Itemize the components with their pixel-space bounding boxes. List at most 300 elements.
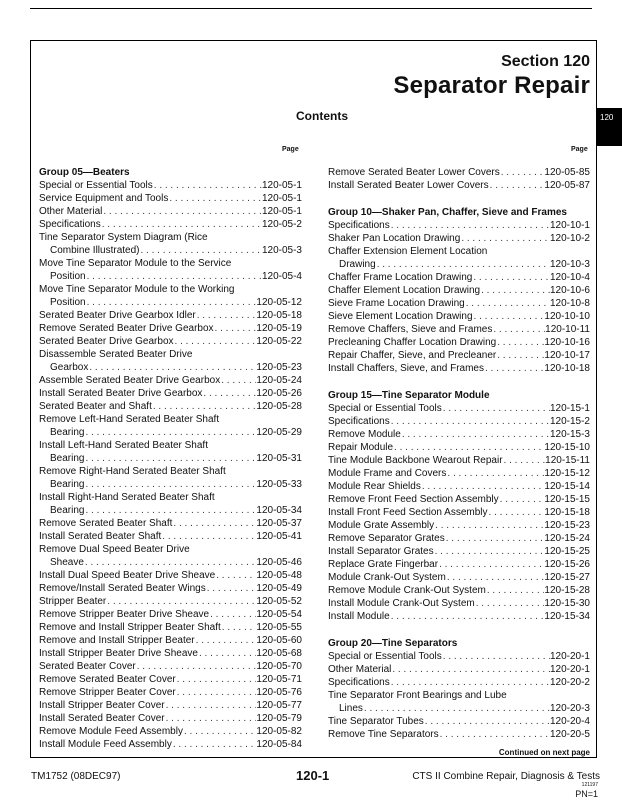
toc-entry-title: Special or Essential Tools bbox=[39, 180, 153, 191]
toc-leader-dots bbox=[442, 402, 550, 415]
toc-leader-dots bbox=[165, 699, 257, 712]
toc-entry[interactable] bbox=[39, 322, 302, 335]
toc-entry-page: 120-15-14 bbox=[544, 481, 590, 492]
toc-entry[interactable] bbox=[328, 519, 590, 532]
toc-entry-title: Remove and Install Stripper Beater Shaft bbox=[39, 622, 221, 633]
toc-entry-page: 120-05-48 bbox=[256, 570, 302, 581]
toc-entry-title: Remove and Install Stripper Beater bbox=[39, 635, 195, 646]
toc-leader-dots bbox=[390, 610, 545, 623]
group-spacer bbox=[328, 623, 590, 637]
group-title: Group 10—Shaker Pan, Chaffer, Sieve and Frames bbox=[328, 207, 567, 218]
toc-entry-page: 120-05-22 bbox=[256, 336, 302, 347]
toc-entry[interactable] bbox=[39, 205, 302, 218]
toc-entry-title: Remove Right-Hand Serated Beater Shaft bbox=[39, 466, 226, 477]
toc-entry-page: 120-05-49 bbox=[256, 583, 302, 594]
toc-entry[interactable] bbox=[328, 545, 590, 558]
toc-entry-title: Module Grate Assembly bbox=[328, 520, 435, 531]
toc-entry-continuation: Position bbox=[50, 271, 86, 282]
toc-entry-title: Remove Serated Beater Drive Gearbox bbox=[39, 323, 214, 334]
toc-entry[interactable] bbox=[39, 192, 302, 205]
toc-entry[interactable] bbox=[328, 179, 590, 192]
toc-entry[interactable] bbox=[328, 663, 590, 676]
toc-entry-page: 120-10-8 bbox=[549, 298, 590, 309]
toc-leader-dots bbox=[424, 715, 550, 728]
toc-entry-page: 120-10-3 bbox=[549, 259, 590, 270]
toc-entry[interactable] bbox=[328, 715, 590, 728]
continued-note: Continued on next page bbox=[498, 748, 590, 757]
toc-entry[interactable] bbox=[328, 271, 590, 284]
toc-entry[interactable] bbox=[328, 597, 590, 610]
toc-leader-dots bbox=[484, 362, 544, 375]
toc-entry-page: 120-05-4 bbox=[261, 271, 302, 282]
toc-entry-title: Remove Stripper Beater Cover bbox=[39, 687, 176, 698]
toc-leader-dots bbox=[438, 558, 544, 571]
toc-leader-dots bbox=[84, 556, 256, 569]
toc-entry-continuation: Bearing bbox=[50, 505, 85, 516]
toc-entry-continuation: Bearing bbox=[50, 453, 85, 464]
toc-entry-title: Tine Separator Front Bearings and Lube bbox=[328, 690, 507, 701]
toc-entry[interactable] bbox=[39, 582, 302, 595]
toc-leader-dots bbox=[195, 634, 257, 647]
toc-leader-dots bbox=[492, 323, 545, 336]
toc-leader-dots bbox=[496, 349, 544, 362]
toc-leader-dots bbox=[503, 454, 546, 467]
toc-entry-title: Chaffer Element Location Drawing bbox=[328, 285, 481, 296]
toc-entry-page: 120-05-52 bbox=[256, 596, 302, 607]
toc-entry-title: Disassemble Serated Beater Drive bbox=[39, 349, 193, 360]
toc-entry-page: 120-05-1 bbox=[261, 206, 302, 217]
toc-entry-title: Install Front Feed Section Assembly bbox=[328, 507, 488, 518]
toc-entry-title: Remove Stripper Beater Drive Sheave bbox=[39, 609, 210, 620]
contents-heading: Contents bbox=[296, 109, 348, 123]
toc-entry-page: 120-10-17 bbox=[544, 350, 590, 361]
toc-entry[interactable] bbox=[328, 428, 590, 441]
toc-entry[interactable] bbox=[328, 441, 590, 454]
toc-entry[interactable] bbox=[328, 480, 590, 493]
toc-entry-page: 120-20-5 bbox=[549, 729, 590, 740]
toc-entry-title: Module Frame and Covers bbox=[328, 468, 447, 479]
toc-entry-title: Install Stripper Beater Drive Sheave bbox=[39, 648, 198, 659]
toc-entry-continuation: Bearing bbox=[50, 479, 85, 490]
toc-entry[interactable] bbox=[39, 556, 302, 569]
toc-entry[interactable] bbox=[39, 673, 302, 686]
toc-entry-page: 120-05-29 bbox=[256, 427, 302, 438]
toc-entry[interactable] bbox=[328, 532, 590, 545]
toc-entry[interactable] bbox=[328, 676, 590, 689]
toc-leader-dots bbox=[196, 309, 257, 322]
toc-leader-dots bbox=[172, 517, 256, 530]
toc-leader-dots bbox=[480, 284, 550, 297]
footer-pn: PN=1 bbox=[575, 789, 598, 799]
group-title: Group 15—Tine Separator Module bbox=[328, 390, 490, 401]
toc-entry-title: Install Chaffers, Sieve, and Frames bbox=[328, 363, 484, 374]
toc-leader-dots bbox=[153, 179, 262, 192]
toc-entry-page: 120-10-10 bbox=[544, 311, 590, 322]
toc-entry[interactable] bbox=[328, 454, 590, 467]
toc-leader-dots bbox=[139, 244, 261, 257]
toc-entry[interactable] bbox=[39, 608, 302, 621]
toc-entry-title: Serated Beater and Shaft bbox=[39, 401, 152, 412]
section-title: Separator Repair bbox=[393, 72, 590, 99]
toc-entry[interactable] bbox=[328, 467, 590, 480]
toc-entry-title: Serated Beater Cover bbox=[39, 661, 136, 672]
toc-entry[interactable] bbox=[39, 634, 302, 647]
toc-entry-page: 120-10-6 bbox=[549, 285, 590, 296]
toc-leader-dots bbox=[168, 192, 262, 205]
toc-entry-title: Sieve Frame Location Drawing bbox=[328, 298, 465, 309]
toc-entry-title: Specifications bbox=[328, 677, 390, 688]
toc-leader-dots bbox=[472, 271, 550, 284]
toc-leader-dots bbox=[202, 387, 256, 400]
toc-entry-title: Tine Separator Tubes bbox=[328, 716, 424, 727]
toc-entry[interactable] bbox=[328, 415, 590, 428]
toc-leader-dots bbox=[439, 728, 550, 741]
footer-manual-id: TM1752 (08DEC97) bbox=[31, 771, 121, 782]
toc-leader-dots bbox=[390, 219, 550, 232]
toc-leader-dots bbox=[499, 493, 545, 506]
toc-entry-title: Remove Tine Separators bbox=[328, 729, 439, 740]
toc-entry-page: 120-15-18 bbox=[544, 507, 590, 518]
toc-entry-title: Install Serated Beater Shaft bbox=[39, 531, 162, 542]
toc-leader-dots bbox=[390, 676, 550, 689]
toc-entry-page: 120-10-16 bbox=[544, 337, 590, 348]
toc-leader-dots bbox=[84, 504, 256, 517]
toc-entry-title: Tine Separator System Diagram (Rice bbox=[39, 232, 208, 243]
toc-leader-dots bbox=[445, 532, 545, 545]
toc-entry-page: 120-05-46 bbox=[256, 557, 302, 568]
toc-entry-title: Install Serated Beater Cover bbox=[39, 713, 165, 724]
toc-entry-title: Remove Serated Beater Shaft bbox=[39, 518, 173, 529]
group-spacer bbox=[328, 192, 590, 206]
toc-entry-page: 120-15-23 bbox=[544, 520, 590, 531]
toc-entry[interactable] bbox=[39, 595, 302, 608]
toc-entry[interactable] bbox=[39, 270, 302, 283]
toc-leader-dots bbox=[183, 725, 256, 738]
toc-entry[interactable] bbox=[39, 517, 302, 530]
toc-entry-title: Shaker Pan Location Drawing bbox=[328, 233, 461, 244]
toc-entry[interactable] bbox=[328, 728, 590, 741]
top-rule bbox=[30, 8, 592, 9]
toc-entry-page: 120-15-1 bbox=[549, 403, 590, 414]
toc-entry-title: Sieve Element Location Drawing bbox=[328, 311, 473, 322]
toc-leader-dots bbox=[393, 441, 544, 454]
toc-leader-dots bbox=[165, 712, 257, 725]
toc-leader-dots bbox=[161, 530, 256, 543]
toc-entry[interactable] bbox=[328, 284, 590, 297]
toc-entry[interactable] bbox=[328, 166, 590, 179]
toc-entry-title: Install Serated Beater Drive Gearbox bbox=[39, 388, 203, 399]
toc-leader-dots bbox=[172, 738, 257, 751]
toc-entry[interactable] bbox=[39, 296, 302, 309]
toc-entry-page: 120-10-2 bbox=[549, 233, 590, 244]
toc-leader-dots bbox=[88, 361, 256, 374]
toc-leader-dots bbox=[221, 621, 257, 634]
toc-entry[interactable] bbox=[39, 244, 302, 257]
toc-leader-dots bbox=[215, 569, 256, 582]
toc-entry-page: 120-20-3 bbox=[549, 703, 590, 714]
toc-entry-title: Install Dual Speed Beater Drive Sheave bbox=[39, 570, 216, 581]
toc-entry-page: 120-05-55 bbox=[256, 622, 302, 633]
toc-entry-page: 120-05-31 bbox=[256, 453, 302, 464]
contents-right-column bbox=[328, 166, 590, 741]
contents-left-column bbox=[39, 166, 302, 751]
toc-entry-page: 120-15-15 bbox=[544, 494, 590, 505]
toc-entry[interactable] bbox=[39, 738, 302, 751]
toc-entry-title: Remove Serated Beater Lower Covers bbox=[328, 167, 500, 178]
toc-entry-page: 120-05-3 bbox=[261, 245, 302, 256]
toc-entry[interactable] bbox=[39, 452, 302, 465]
toc-entry[interactable] bbox=[328, 571, 590, 584]
toc-entry-title: Remove Dual Speed Beater Drive bbox=[39, 544, 190, 555]
toc-entry-title: Specifications bbox=[328, 220, 390, 231]
toc-leader-dots bbox=[446, 571, 545, 584]
toc-entry[interactable] bbox=[328, 584, 590, 597]
toc-entry-title: Serated Beater Drive Gearbox Idler bbox=[39, 310, 196, 321]
toc-leader-dots bbox=[421, 480, 545, 493]
toc-entry-page: 120-20-1 bbox=[549, 664, 590, 675]
toc-entry[interactable] bbox=[328, 506, 590, 519]
toc-entry-page: 120-05-19 bbox=[256, 323, 302, 334]
group-title: Group 05—Beaters bbox=[39, 167, 130, 178]
toc-entry-title: Other Material bbox=[328, 664, 392, 675]
toc-entry-page: 120-05-79 bbox=[256, 713, 302, 724]
toc-leader-dots bbox=[489, 179, 545, 192]
toc-entry-page: 120-05-71 bbox=[256, 674, 302, 685]
toc-entry-page: 120-05-77 bbox=[256, 700, 302, 711]
toc-entry-page: 120-05-84 bbox=[256, 739, 302, 750]
toc-entry[interactable] bbox=[39, 647, 302, 660]
toc-entry-page: 120-05-28 bbox=[256, 401, 302, 412]
footer-page-number: 120-1 bbox=[296, 768, 330, 783]
toc-entry-title: Remove Separator Grates bbox=[328, 533, 445, 544]
toc-entry-title: Install Separator Grates bbox=[328, 546, 434, 557]
toc-entry-page: 120-15-3 bbox=[549, 429, 590, 440]
page-column-header-right: Page bbox=[571, 146, 588, 153]
toc-entry-title: Replace Grate Fingerbar bbox=[328, 559, 439, 570]
toc-entry-page: 120-05-60 bbox=[256, 635, 302, 646]
toc-entry[interactable] bbox=[328, 610, 590, 623]
toc-entry[interactable] bbox=[39, 660, 302, 673]
toc-entry-title: Repair Module bbox=[328, 442, 394, 453]
toc-entry-title: Tine Module Backbone Wearout Repair bbox=[328, 455, 503, 466]
toc-entry-continuation: Combine Illustrated) bbox=[50, 245, 140, 256]
toc-entry-title: Stripper Beater bbox=[39, 596, 107, 607]
toc-entry-title: Special or Essential Tools bbox=[328, 651, 442, 662]
toc-leader-dots bbox=[434, 545, 545, 558]
toc-entry[interactable] bbox=[39, 712, 302, 725]
toc-entry[interactable] bbox=[39, 504, 302, 517]
toc-entry-title: Install Module Feed Assembly bbox=[39, 739, 172, 750]
toc-entry[interactable] bbox=[328, 493, 590, 506]
toc-entry[interactable] bbox=[39, 725, 302, 738]
toc-entry[interactable] bbox=[328, 336, 590, 349]
footer-code: 121197 bbox=[581, 782, 598, 788]
toc-leader-dots bbox=[84, 452, 256, 465]
toc-entry-page: 120-15-12 bbox=[544, 468, 590, 479]
toc-entry-page: 120-05-41 bbox=[256, 531, 302, 542]
toc-leader-dots bbox=[136, 660, 257, 673]
toc-entry[interactable] bbox=[328, 362, 590, 375]
toc-entry-page: 120-05-12 bbox=[256, 297, 302, 308]
toc-entry-title: Chaffer Frame Location Drawing bbox=[328, 272, 473, 283]
toc-entry[interactable] bbox=[39, 569, 302, 582]
toc-entry-title: Remove Serated Beater Cover bbox=[39, 674, 176, 685]
toc-leader-dots bbox=[176, 673, 257, 686]
toc-entry-title: Remove Module Feed Assembly bbox=[39, 726, 183, 737]
toc-entry-title: Remove Module bbox=[328, 429, 401, 440]
toc-entry-title: Assemble Serated Beater Drive Gearbox bbox=[39, 375, 221, 386]
toc-entry-page: 120-10-11 bbox=[545, 324, 590, 335]
toc-entry[interactable] bbox=[39, 530, 302, 543]
toc-entry-title: Install Module Crank-Out System bbox=[328, 598, 475, 609]
toc-entry-title: Repair Chaffer, Sieve, and Precleaner bbox=[328, 350, 497, 361]
toc-leader-dots bbox=[84, 426, 256, 439]
toc-entry-title: Serated Beater Drive Gearbox bbox=[39, 336, 174, 347]
toc-entry-title: Module Crank-Out System bbox=[328, 572, 446, 583]
toc-entry-page: 120-15-10 bbox=[544, 442, 590, 453]
toc-entry-title: Module Rear Shields bbox=[328, 481, 421, 492]
toc-entry-page: 120-05-2 bbox=[261, 219, 302, 230]
toc-leader-dots bbox=[220, 374, 256, 387]
toc-entry[interactable] bbox=[39, 361, 302, 374]
toc-entry[interactable] bbox=[328, 650, 590, 663]
toc-leader-dots bbox=[102, 205, 262, 218]
toc-entry-page: 120-20-1 bbox=[549, 651, 590, 662]
toc-entry-page: 120-15-34 bbox=[544, 611, 590, 622]
toc-entry-title: Move Tine Separator Module to the Service bbox=[39, 258, 232, 269]
toc-entry[interactable] bbox=[39, 309, 302, 322]
toc-entry-page: 120-15-2 bbox=[549, 416, 590, 427]
toc-leader-dots bbox=[391, 663, 550, 676]
toc-leader-dots bbox=[473, 310, 545, 323]
toc-entry-page: 120-05-34 bbox=[256, 505, 302, 516]
toc-entry-continuation: Sheave bbox=[50, 557, 84, 568]
toc-entry-title: Specifications bbox=[39, 219, 101, 230]
toc-entry-continuation: Position bbox=[50, 297, 86, 308]
toc-entry[interactable] bbox=[39, 374, 302, 387]
toc-entry-title: Remove Chaffers, Sieve and Frames bbox=[328, 324, 493, 335]
section-tab: 120 bbox=[597, 108, 622, 146]
toc-entry-title: Service Equipment and Tools bbox=[39, 193, 169, 204]
toc-entry-title: Move Tine Separator Module to the Working bbox=[39, 284, 235, 295]
toc-entry-page: 120-05-24 bbox=[256, 375, 302, 386]
toc-entry-page: 120-20-4 bbox=[549, 716, 590, 727]
toc-entry-title: Chaffer Extension Element Location bbox=[328, 246, 488, 257]
toc-leader-dots bbox=[86, 270, 262, 283]
toc-leader-dots bbox=[152, 400, 257, 413]
toc-leader-dots bbox=[442, 650, 550, 663]
toc-entry-continuation: Drawing bbox=[339, 259, 376, 270]
toc-entry-page: 120-15-26 bbox=[544, 559, 590, 570]
toc-entry[interactable] bbox=[39, 699, 302, 712]
toc-entry-page: 120-15-25 bbox=[544, 546, 590, 557]
toc-entry[interactable] bbox=[328, 232, 590, 245]
toc-leader-dots bbox=[376, 258, 550, 271]
group-spacer bbox=[328, 375, 590, 389]
toc-entry[interactable] bbox=[328, 558, 590, 571]
toc-entry-page: 120-05-85 bbox=[544, 167, 590, 178]
toc-entry-page: 120-15-27 bbox=[544, 572, 590, 583]
toc-entry[interactable] bbox=[39, 686, 302, 699]
toc-leader-dots bbox=[460, 232, 550, 245]
toc-entry-page: 120-05-26 bbox=[256, 388, 302, 399]
toc-leader-dots bbox=[214, 322, 257, 335]
toc-entry[interactable] bbox=[39, 387, 302, 400]
toc-entry[interactable] bbox=[39, 400, 302, 413]
toc-entry-page: 120-05-82 bbox=[256, 726, 302, 737]
toc-entry[interactable] bbox=[328, 297, 590, 310]
toc-leader-dots bbox=[500, 166, 545, 179]
toc-leader-dots bbox=[496, 336, 544, 349]
toc-entry-title: Specifications bbox=[328, 416, 390, 427]
group-title: Group 20—Tine Separators bbox=[328, 638, 458, 649]
toc-entry[interactable] bbox=[328, 219, 590, 232]
toc-entry[interactable] bbox=[328, 702, 590, 715]
toc-entry[interactable] bbox=[39, 426, 302, 439]
toc-entry-page: 120-05-1 bbox=[261, 193, 302, 204]
toc-entry[interactable] bbox=[39, 621, 302, 634]
toc-entry-page: 120-05-70 bbox=[256, 661, 302, 672]
toc-entry-page: 120-05-33 bbox=[256, 479, 302, 490]
toc-entry-page: 120-15-11 bbox=[545, 455, 590, 466]
toc-leader-dots bbox=[486, 584, 545, 597]
toc-entry-page: 120-10-4 bbox=[549, 272, 590, 283]
toc-entry-title: Special or Essential Tools bbox=[328, 403, 442, 414]
toc-entry[interactable] bbox=[328, 323, 590, 336]
toc-entry[interactable] bbox=[39, 335, 302, 348]
toc-leader-dots bbox=[101, 218, 262, 231]
toc-entry-continuation: Gearbox bbox=[50, 362, 89, 373]
toc-entry-page: 120-05-1 bbox=[261, 180, 302, 191]
toc-leader-dots bbox=[475, 597, 545, 610]
toc-entry-title: Install Serated Beater Lower Covers bbox=[328, 180, 489, 191]
toc-leader-dots bbox=[401, 428, 550, 441]
toc-leader-dots bbox=[446, 467, 544, 480]
toc-leader-dots bbox=[390, 415, 550, 428]
toc-entry-continuation: Bearing bbox=[50, 427, 85, 438]
toc-entry[interactable] bbox=[328, 402, 590, 415]
toc-entry[interactable] bbox=[328, 258, 590, 271]
toc-entry-page: 120-15-24 bbox=[544, 533, 590, 544]
toc-entry[interactable] bbox=[39, 478, 302, 491]
toc-entry[interactable] bbox=[328, 310, 590, 323]
toc-leader-dots bbox=[363, 702, 550, 715]
toc-leader-dots bbox=[434, 519, 544, 532]
footer-manual-title: CTS II Combine Repair, Diagnosis & Tests bbox=[412, 771, 600, 782]
toc-entry-page: 120-05-54 bbox=[256, 609, 302, 620]
toc-entry-page: 120-15-28 bbox=[544, 585, 590, 596]
toc-entry-page: 120-05-18 bbox=[256, 310, 302, 321]
toc-entry-title: Precleaning Chaffer Location Drawing bbox=[328, 337, 497, 348]
toc-leader-dots bbox=[174, 335, 257, 348]
toc-entry-page: 120-05-68 bbox=[256, 648, 302, 659]
toc-entry-page: 120-20-2 bbox=[549, 677, 590, 688]
toc-entry-page: 120-05-23 bbox=[256, 362, 302, 373]
toc-entry-page: 120-05-37 bbox=[256, 518, 302, 529]
toc-entry-title: Install Stripper Beater Cover bbox=[39, 700, 165, 711]
toc-leader-dots bbox=[106, 595, 256, 608]
toc-leader-dots bbox=[84, 478, 256, 491]
toc-entry-title: Install Right-Hand Serated Beater Shaft bbox=[39, 492, 215, 503]
toc-leader-dots bbox=[176, 686, 257, 699]
toc-entry-title: Remove Module Crank-Out System bbox=[328, 585, 486, 596]
section-label: Section 120 bbox=[501, 53, 590, 70]
toc-entry[interactable] bbox=[328, 349, 590, 362]
toc-entry-title: Remove Front Feed Section Assembly bbox=[328, 494, 499, 505]
toc-entry[interactable] bbox=[39, 218, 302, 231]
toc-entry[interactable] bbox=[39, 179, 302, 192]
toc-leader-dots bbox=[465, 297, 550, 310]
